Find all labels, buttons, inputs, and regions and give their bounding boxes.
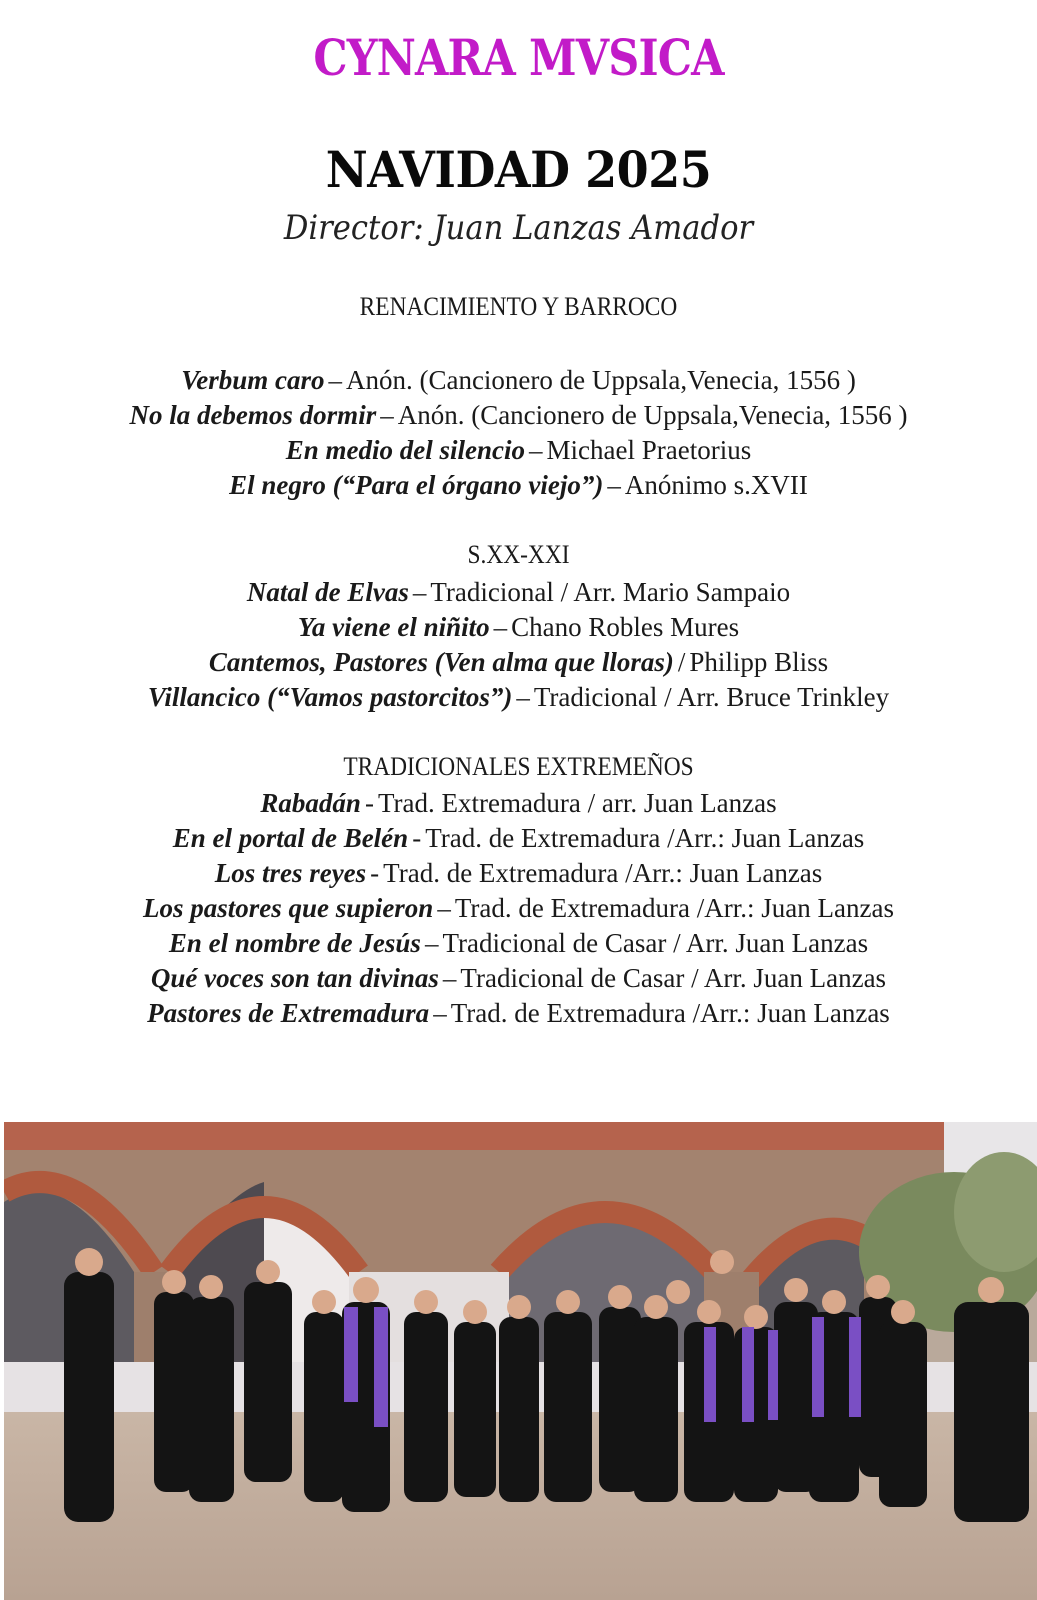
program-item: No la debemos dormir – Anón. (Cancionero de Uppsala,Venecia, 1556 ) — [129, 400, 908, 430]
section-heading-tradicionales: TRADICIONALES EXTREMEÑOS — [343, 752, 694, 781]
program-item: Natal de Elvas – Tradicional / Arr. Mario Sampaio — [246, 577, 791, 607]
program-item: En medio del silencio – Michael Praetorius — [285, 435, 752, 465]
program-item: Rabadán - Trad. Extremadura / arr. Juan Lanzas — [260, 788, 777, 818]
program-item: El negro (“Para el órgano viejo”) – Anónimo s.XVII — [229, 470, 808, 500]
program-item: Qué voces son tan divinas – Tradicional de Casar / Arr. Juan Lanzas — [150, 963, 887, 993]
director-line: Director: Juan Lanzas Amador — [283, 208, 754, 248]
choir-name: CYNARA MVSICA — [313, 28, 724, 87]
program-item: En el nombre de Jesús – Tradicional de Casar / Arr. Juan Lanzas — [168, 928, 869, 958]
program-item: Cantemos, Pastores (Ven alma que lloras) / Philipp Bliss — [208, 647, 829, 677]
event-title: NAVIDAD 2025 — [325, 140, 712, 199]
program-item: Villancico (“Vamos pastorcitos”) – Tradicional / Arr. Bruce Trinkley — [147, 682, 890, 712]
section-heading-sxx-xxi: S.XX-XXI — [467, 540, 570, 569]
program-item: Ya viene el niñito – Chano Robles Mures — [297, 612, 740, 642]
program-item: Verbum caro – Anón. (Cancionero de Uppsala,Venecia, 1556 ) — [181, 365, 856, 395]
program-item: Los tres reyes - Trad. de Extremadura /Arr.: Juan Lanzas — [214, 858, 823, 888]
program-item: Pastores de Extremadura – Trad. de Extremadura /Arr.: Juan Lanzas — [147, 998, 890, 1028]
choir-photo — [4, 1122, 1037, 1600]
section-heading-renacimiento: RENACIMIENTO Y BARROCO — [359, 292, 678, 321]
program-item: Los pastores que supieron – Trad. de Extremadura /Arr.: Juan Lanzas — [143, 893, 894, 923]
program-item: En el portal de Belén - Trad. de Extremadura /Arr.: Juan Lanzas — [172, 823, 865, 853]
choir-photo-illustration — [4, 1122, 1037, 1600]
